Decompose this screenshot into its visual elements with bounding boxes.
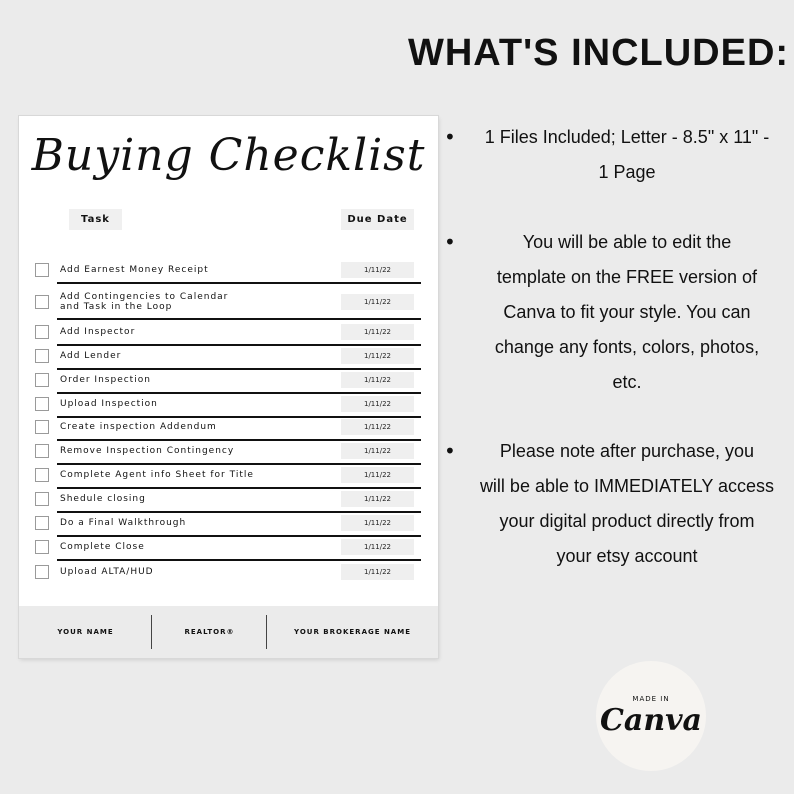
checklist-row — [19, 370, 438, 390]
checklist-row — [19, 562, 438, 582]
task-checkbox[interactable] — [35, 516, 49, 530]
row-divider — [57, 318, 421, 320]
task-checkbox[interactable] — [35, 492, 49, 506]
task-checkbox[interactable] — [35, 540, 49, 554]
task-label: Add Contingencies to Calendar and Task in the Loop — [60, 292, 229, 312]
task-checkbox[interactable] — [35, 397, 49, 411]
task-label: Remove Inspection Contingency — [60, 446, 235, 456]
task-label: Create inspection Addendum — [60, 422, 217, 432]
task-label: Do a Final Walkthrough — [60, 518, 187, 528]
feature-text: Please note after purchase, you will be able to IMMEDIATELY access your digital product directly from your etsy account — [479, 441, 775, 566]
due-date-field[interactable]: 1/11/22 — [341, 396, 414, 412]
task-label: Order Inspection — [60, 375, 151, 385]
checklist-title: Buying Checklist — [31, 130, 426, 181]
bullet-icon: • — [444, 439, 456, 463]
footer-brokerage: YOUR BROKERAGE NAME — [294, 628, 411, 636]
task-checkbox[interactable] — [35, 444, 49, 458]
task-checkbox[interactable] — [35, 295, 49, 309]
footer — [19, 606, 438, 658]
task-checkbox[interactable] — [35, 263, 49, 277]
task-column-header: Task — [69, 209, 122, 230]
task-label: Add Inspector — [60, 327, 136, 337]
task-checkbox[interactable] — [35, 565, 49, 579]
due-date-field[interactable]: 1/11/22 — [341, 564, 414, 580]
due-date-field[interactable]: 1/11/22 — [341, 294, 414, 310]
task-checkbox[interactable] — [35, 373, 49, 387]
due-date-field[interactable]: 1/11/22 — [341, 262, 414, 278]
checklist-row — [19, 346, 438, 366]
task-checkbox[interactable] — [35, 420, 49, 434]
checklist-row — [19, 513, 438, 533]
due-date-field[interactable]: 1/11/22 — [341, 539, 414, 555]
due-date-field[interactable]: 1/11/22 — [341, 324, 414, 340]
task-checkbox[interactable] — [35, 468, 49, 482]
checklist-row — [19, 441, 438, 461]
feature-text: You will be able to edit the template on the FREE version of Canva to fit your style. You can change any fonts, colors, photos, etc. — [494, 232, 760, 392]
made-in-canva-badge — [596, 661, 706, 771]
task-checkbox[interactable] — [35, 325, 49, 339]
bullet-icon: • — [444, 230, 456, 254]
feature-text: 1 Files Included; Letter - 8.5" x 11" - 1 Page — [484, 127, 770, 182]
headline: WHAT'S INCLUDED: — [408, 32, 790, 74]
footer-role: REALTOR® — [184, 628, 235, 636]
due-date-field[interactable]: 1/11/22 — [341, 372, 414, 388]
row-divider — [57, 282, 421, 284]
task-checkbox[interactable] — [35, 349, 49, 363]
task-label: Shedule closing — [60, 494, 146, 504]
task-label: Complete Agent info Sheet for Title — [60, 470, 254, 480]
due-date-field[interactable]: 1/11/22 — [341, 467, 414, 483]
checklist-row — [19, 322, 438, 342]
task-label: Add Lender — [60, 351, 122, 361]
checklist-row — [19, 489, 438, 509]
checklist-row — [19, 465, 438, 485]
due-date-field[interactable]: 1/11/22 — [341, 419, 414, 435]
checklist-row — [19, 537, 438, 557]
task-label: Add Earnest Money Receipt — [60, 265, 209, 275]
checklist-row — [19, 260, 438, 280]
due-date-field[interactable]: 1/11/22 — [341, 348, 414, 364]
task-label: Complete Close — [60, 542, 145, 552]
canva-logo: Canva — [600, 703, 702, 738]
bullet-icon: • — [444, 125, 456, 149]
checklist-row — [19, 288, 438, 316]
badge-caption: MADE IN — [632, 695, 670, 703]
checklist-page — [19, 116, 438, 658]
due-date-field[interactable]: 1/11/22 — [341, 443, 414, 459]
due-date-column-header: Due Date — [341, 209, 414, 230]
row-divider — [57, 559, 421, 561]
task-label: Upload Inspection — [60, 399, 158, 409]
due-date-field[interactable]: 1/11/22 — [341, 491, 414, 507]
task-label: Upload ALTA/HUD — [60, 567, 154, 577]
checklist-row — [19, 394, 438, 414]
checklist-row — [19, 417, 438, 437]
footer-name: YOUR NAME — [57, 628, 114, 636]
due-date-field[interactable]: 1/11/22 — [341, 515, 414, 531]
